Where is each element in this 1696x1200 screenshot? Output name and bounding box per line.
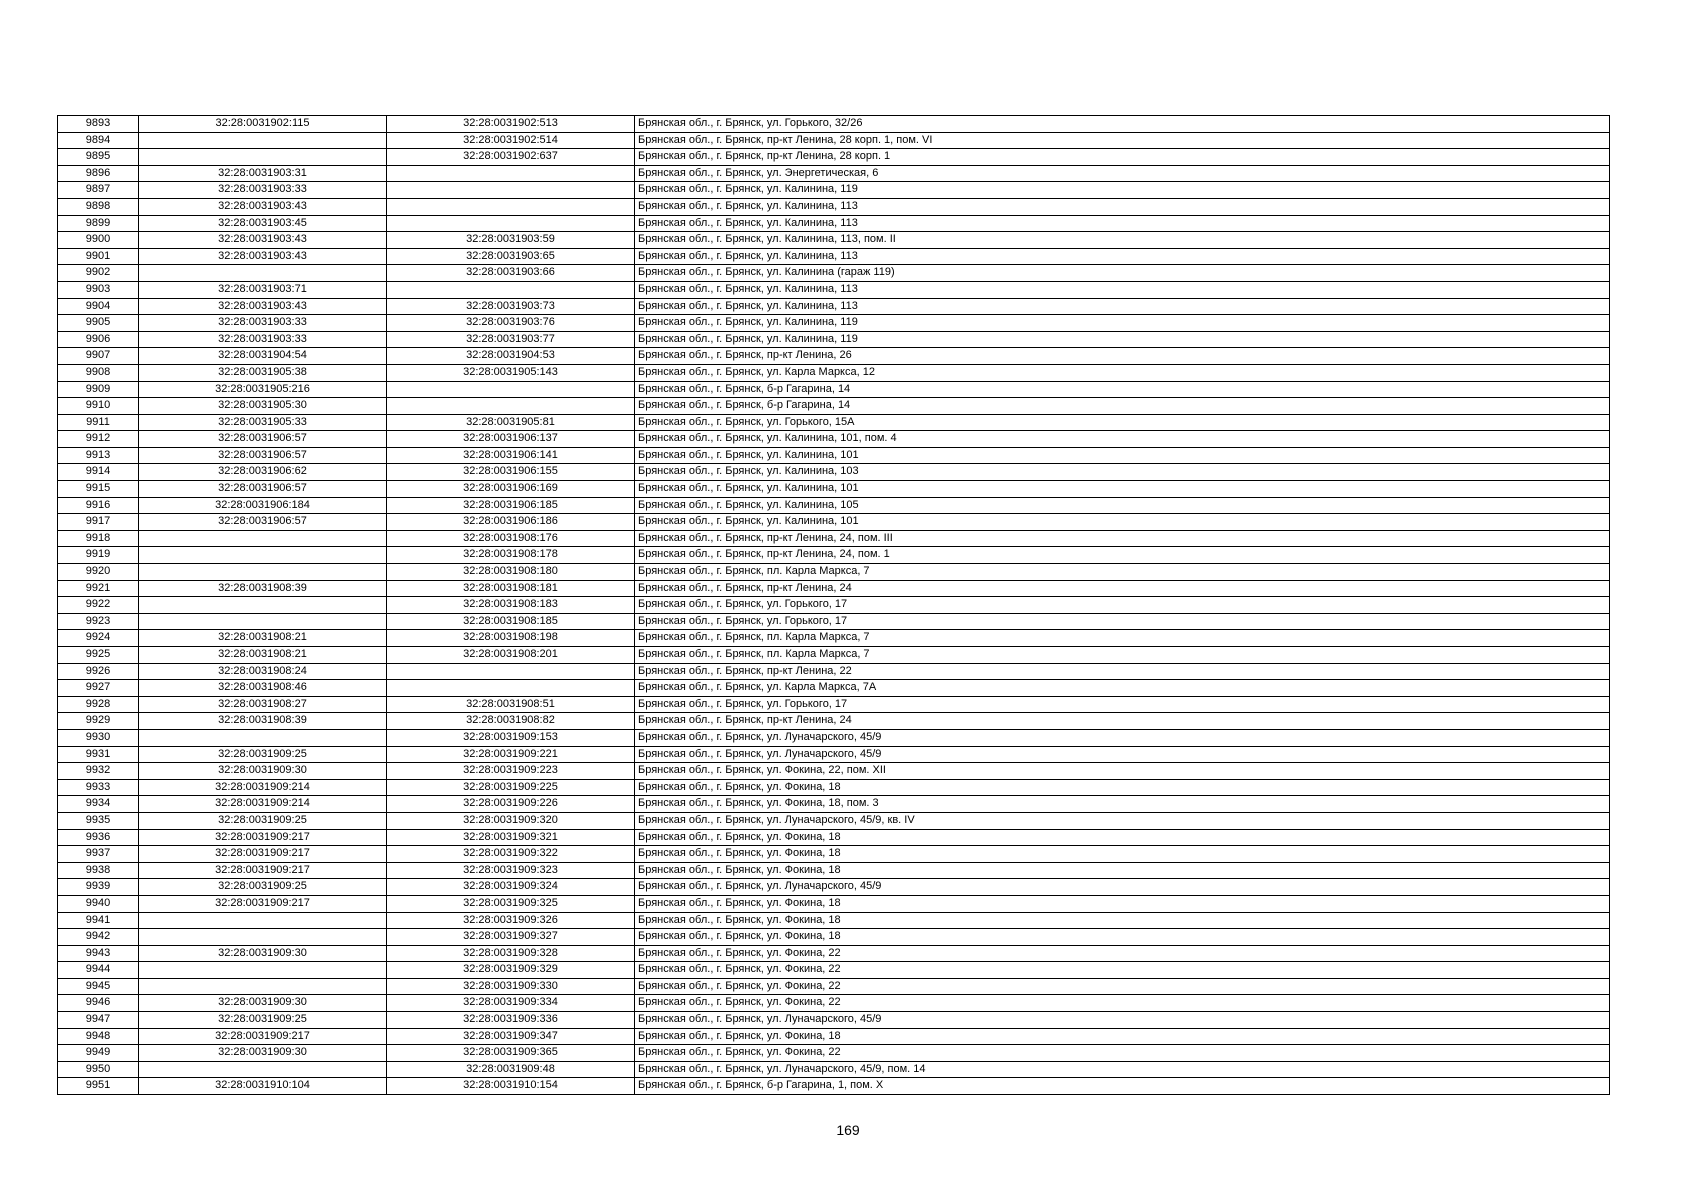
row-number-cell: 9927 <box>58 680 139 697</box>
row-number-cell: 9906 <box>58 331 139 348</box>
object-cadastral-cell: 32:28:0031904:53 <box>387 348 635 365</box>
address-cell: Брянская обл., г. Брянск, ул. Калинина, 119 <box>635 182 1610 199</box>
row-number-cell: 9900 <box>58 232 139 249</box>
table-row <box>58 929 1610 946</box>
object-cadastral-cell: 32:28:0031906:169 <box>387 481 635 498</box>
row-number-cell: 9909 <box>58 381 139 398</box>
object-cadastral-cell <box>387 663 635 680</box>
address-cell: Брянская обл., г. Брянск, ул. Калинина, 113 <box>635 281 1610 298</box>
address-cell: Брянская обл., г. Брянск, ул. Карла Маркса, 7А <box>635 680 1610 697</box>
parcel-cadastral-cell: 32:28:0031905:30 <box>139 398 387 415</box>
row-number-cell: 9921 <box>58 580 139 597</box>
object-cadastral-cell: 32:28:0031908:181 <box>387 580 635 597</box>
object-cadastral-cell: 32:28:0031909:226 <box>387 796 635 813</box>
register-table <box>57 115 1610 1095</box>
row-number-cell: 9895 <box>58 149 139 166</box>
address-cell: Брянская обл., г. Брянск, ул. Карла Маркса, 12 <box>635 364 1610 381</box>
parcel-cadastral-cell: 32:28:0031903:33 <box>139 182 387 199</box>
parcel-cadastral-cell <box>139 597 387 614</box>
parcel-cadastral-cell: 32:28:0031909:25 <box>139 1012 387 1029</box>
row-number-cell: 9936 <box>58 829 139 846</box>
address-cell: Брянская обл., г. Брянск, ул. Фокина, 22 <box>635 1045 1610 1062</box>
parcel-cadastral-cell: 32:28:0031909:25 <box>139 879 387 896</box>
object-cadastral-cell: 32:28:0031908:183 <box>387 597 635 614</box>
object-cadastral-cell: 32:28:0031910:154 <box>387 1078 635 1095</box>
address-cell: Брянская обл., г. Брянск, ул. Фокина, 18 <box>635 862 1610 879</box>
address-cell: Брянская обл., г. Брянск, пр-кт Ленина, 24, пом. III <box>635 530 1610 547</box>
row-number-cell: 9944 <box>58 962 139 979</box>
object-cadastral-cell: 32:28:0031909:336 <box>387 1012 635 1029</box>
address-cell: Брянская обл., г. Брянск, пр-кт Ленина, 28 корп. 1, пом. VI <box>635 132 1610 149</box>
object-cadastral-cell: 32:28:0031909:320 <box>387 812 635 829</box>
address-cell: Брянская обл., г. Брянск, ул. Калинина (гараж 119) <box>635 265 1610 282</box>
table-row <box>58 812 1610 829</box>
object-cadastral-cell: 32:28:0031903:76 <box>387 315 635 332</box>
parcel-cadastral-cell: 32:28:0031903:31 <box>139 165 387 182</box>
object-cadastral-cell: 32:28:0031909:330 <box>387 978 635 995</box>
object-cadastral-cell: 32:28:0031906:141 <box>387 447 635 464</box>
table-row <box>58 630 1610 647</box>
row-number-cell: 9951 <box>58 1078 139 1095</box>
object-cadastral-cell: 32:28:0031909:323 <box>387 862 635 879</box>
address-cell: Брянская обл., г. Брянск, ул. Луначарского, 45/9 <box>635 746 1610 763</box>
table-row <box>58 381 1610 398</box>
table-row <box>58 530 1610 547</box>
object-cadastral-cell: 32:28:0031909:328 <box>387 945 635 962</box>
parcel-cadastral-cell <box>139 929 387 946</box>
row-number-cell: 9949 <box>58 1045 139 1062</box>
object-cadastral-cell: 32:28:0031909:221 <box>387 746 635 763</box>
parcel-cadastral-cell: 32:28:0031906:57 <box>139 431 387 448</box>
parcel-cadastral-cell: 32:28:0031906:62 <box>139 464 387 481</box>
address-cell: Брянская обл., г. Брянск, пл. Карла Маркса, 7 <box>635 630 1610 647</box>
object-cadastral-cell: 32:28:0031903:77 <box>387 331 635 348</box>
address-cell: Брянская обл., г. Брянск, ул. Калинина, 101, пом. 4 <box>635 431 1610 448</box>
parcel-cadastral-cell: 32:28:0031909:217 <box>139 862 387 879</box>
parcel-cadastral-cell: 32:28:0031909:30 <box>139 995 387 1012</box>
parcel-cadastral-cell: 32:28:0031904:54 <box>139 348 387 365</box>
register-table-body <box>58 116 1610 1095</box>
parcel-cadastral-cell: 32:28:0031906:57 <box>139 447 387 464</box>
table-row <box>58 547 1610 564</box>
table-row <box>58 680 1610 697</box>
parcel-cadastral-cell <box>139 265 387 282</box>
table-row <box>58 995 1610 1012</box>
table-row <box>58 1061 1610 1078</box>
table-row <box>58 215 1610 232</box>
table-row <box>58 315 1610 332</box>
object-cadastral-cell: 32:28:0031906:185 <box>387 497 635 514</box>
address-cell: Брянская обл., г. Брянск, ул. Фокина, 18, пом. 3 <box>635 796 1610 813</box>
table-row <box>58 431 1610 448</box>
row-number-cell: 9897 <box>58 182 139 199</box>
table-row <box>58 281 1610 298</box>
table-row <box>58 414 1610 431</box>
address-cell: Брянская обл., г. Брянск, ул. Калинина, 119 <box>635 331 1610 348</box>
row-number-cell: 9913 <box>58 447 139 464</box>
row-number-cell: 9950 <box>58 1061 139 1078</box>
address-cell: Брянская обл., г. Брянск, пр-кт Ленина, 26 <box>635 348 1610 365</box>
table-row <box>58 165 1610 182</box>
address-cell: Брянская обл., г. Брянск, ул. Калинина, 105 <box>635 497 1610 514</box>
parcel-cadastral-cell: 32:28:0031902:115 <box>139 116 387 133</box>
table-row <box>58 729 1610 746</box>
table-row <box>58 613 1610 630</box>
row-number-cell: 9894 <box>58 132 139 149</box>
table-row <box>58 514 1610 531</box>
table-row <box>58 298 1610 315</box>
row-number-cell: 9915 <box>58 481 139 498</box>
address-cell: Брянская обл., г. Брянск, ул. Луначарского, 45/9 <box>635 879 1610 896</box>
row-number-cell: 9919 <box>58 547 139 564</box>
address-cell: Брянская обл., г. Брянск, пр-кт Ленина, 24, пом. 1 <box>635 547 1610 564</box>
address-cell: Брянская обл., г. Брянск, ул. Горького, 15А <box>635 414 1610 431</box>
object-cadastral-cell: 32:28:0031909:153 <box>387 729 635 746</box>
row-number-cell: 9940 <box>58 895 139 912</box>
object-cadastral-cell <box>387 381 635 398</box>
row-number-cell: 9907 <box>58 348 139 365</box>
table-row <box>58 978 1610 995</box>
row-number-cell: 9918 <box>58 530 139 547</box>
table-row <box>58 398 1610 415</box>
table-row <box>58 464 1610 481</box>
object-cadastral-cell: 32:28:0031908:185 <box>387 613 635 630</box>
row-number-cell: 9911 <box>58 414 139 431</box>
table-row <box>58 895 1610 912</box>
object-cadastral-cell: 32:28:0031908:51 <box>387 696 635 713</box>
row-number-cell: 9916 <box>58 497 139 514</box>
address-cell: Брянская обл., г. Брянск, б-р Гагарина, 1, пом. X <box>635 1078 1610 1095</box>
row-number-cell: 9901 <box>58 248 139 265</box>
row-number-cell: 9945 <box>58 978 139 995</box>
object-cadastral-cell: 32:28:0031903:66 <box>387 265 635 282</box>
table-row <box>58 1078 1610 1095</box>
object-cadastral-cell: 32:28:0031909:329 <box>387 962 635 979</box>
parcel-cadastral-cell: 32:28:0031908:27 <box>139 696 387 713</box>
table-row <box>58 779 1610 796</box>
address-cell: Брянская обл., г. Брянск, ул. Фокина, 22, пом. XII <box>635 763 1610 780</box>
address-cell: Брянская обл., г. Брянск, пр-кт Ленина, 28 корп. 1 <box>635 149 1610 166</box>
object-cadastral-cell: 32:28:0031908:82 <box>387 713 635 730</box>
table-row <box>58 945 1610 962</box>
parcel-cadastral-cell <box>139 1061 387 1078</box>
object-cadastral-cell: 32:28:0031902:513 <box>387 116 635 133</box>
address-cell: Брянская обл., г. Брянск, ул. Горького, 17 <box>635 696 1610 713</box>
parcel-cadastral-cell: 32:28:0031908:46 <box>139 680 387 697</box>
parcel-cadastral-cell: 32:28:0031903:33 <box>139 315 387 332</box>
table-row <box>58 1045 1610 1062</box>
row-number-cell: 9943 <box>58 945 139 962</box>
table-row <box>58 149 1610 166</box>
parcel-cadastral-cell: 32:28:0031905:216 <box>139 381 387 398</box>
object-cadastral-cell: 32:28:0031909:322 <box>387 846 635 863</box>
object-cadastral-cell <box>387 398 635 415</box>
address-cell: Брянская обл., г. Брянск, ул. Фокина, 18 <box>635 929 1610 946</box>
table-row <box>58 879 1610 896</box>
row-number-cell: 9896 <box>58 165 139 182</box>
parcel-cadastral-cell: 32:28:0031909:30 <box>139 945 387 962</box>
object-cadastral-cell <box>387 680 635 697</box>
page-number: 169 <box>836 1122 860 1138</box>
address-cell: Брянская обл., г. Брянск, ул. Луначарского, 45/9 <box>635 729 1610 746</box>
table-row <box>58 962 1610 979</box>
row-number-cell: 9914 <box>58 464 139 481</box>
parcel-cadastral-cell: 32:28:0031903:43 <box>139 298 387 315</box>
object-cadastral-cell: 32:28:0031908:198 <box>387 630 635 647</box>
table-row <box>58 198 1610 215</box>
address-cell: Брянская обл., г. Брянск, ул. Фокина, 18 <box>635 779 1610 796</box>
table-row <box>58 564 1610 581</box>
row-number-cell: 9926 <box>58 663 139 680</box>
parcel-cadastral-cell: 32:28:0031909:217 <box>139 895 387 912</box>
object-cadastral-cell: 32:28:0031908:201 <box>387 647 635 664</box>
address-cell: Брянская обл., г. Брянск, ул. Калинина, 103 <box>635 464 1610 481</box>
address-cell: Брянская обл., г. Брянск, ул. Калинина, 101 <box>635 481 1610 498</box>
parcel-cadastral-cell: 32:28:0031903:43 <box>139 248 387 265</box>
row-number-cell: 9937 <box>58 846 139 863</box>
object-cadastral-cell: 32:28:0031908:178 <box>387 547 635 564</box>
object-cadastral-cell: 32:28:0031909:324 <box>387 879 635 896</box>
table-row <box>58 912 1610 929</box>
parcel-cadastral-cell: 32:28:0031909:25 <box>139 812 387 829</box>
address-cell: Брянская обл., г. Брянск, ул. Фокина, 18 <box>635 1028 1610 1045</box>
object-cadastral-cell: 32:28:0031909:327 <box>387 929 635 946</box>
parcel-cadastral-cell: 32:28:0031903:33 <box>139 331 387 348</box>
address-cell: Брянская обл., г. Брянск, ул. Луначарского, 45/9, кв. IV <box>635 812 1610 829</box>
address-cell: Брянская обл., г. Брянск, ул. Горького, 17 <box>635 613 1610 630</box>
row-number-cell: 9920 <box>58 564 139 581</box>
row-number-cell: 9912 <box>58 431 139 448</box>
object-cadastral-cell: 32:28:0031909:365 <box>387 1045 635 1062</box>
parcel-cadastral-cell: 32:28:0031903:71 <box>139 281 387 298</box>
row-number-cell: 9939 <box>58 879 139 896</box>
row-number-cell: 9948 <box>58 1028 139 1045</box>
table-row <box>58 182 1610 199</box>
table-row <box>58 481 1610 498</box>
table-row <box>58 232 1610 249</box>
object-cadastral-cell: 32:28:0031906:186 <box>387 514 635 531</box>
row-number-cell: 9922 <box>58 597 139 614</box>
address-cell: Брянская обл., г. Брянск, ул. Фокина, 18 <box>635 846 1610 863</box>
object-cadastral-cell: 32:28:0031909:326 <box>387 912 635 929</box>
table-row <box>58 713 1610 730</box>
row-number-cell: 9902 <box>58 265 139 282</box>
table-row <box>58 846 1610 863</box>
parcel-cadastral-cell: 32:28:0031909:217 <box>139 846 387 863</box>
table-row <box>58 763 1610 780</box>
address-cell: Брянская обл., г. Брянск, б-р Гагарина, 14 <box>635 381 1610 398</box>
table-row <box>58 663 1610 680</box>
row-number-cell: 9899 <box>58 215 139 232</box>
address-cell: Брянская обл., г. Брянск, ул. Калинина, 113 <box>635 298 1610 315</box>
row-number-cell: 9924 <box>58 630 139 647</box>
table-row <box>58 248 1610 265</box>
table-row <box>58 447 1610 464</box>
parcel-cadastral-cell: 32:28:0031908:21 <box>139 647 387 664</box>
address-cell: Брянская обл., г. Брянск, ул. Фокина, 22 <box>635 962 1610 979</box>
address-cell: Брянская обл., г. Брянск, ул. Луначарского, 45/9 <box>635 1012 1610 1029</box>
address-cell: Брянская обл., г. Брянск, ул. Калинина, 101 <box>635 514 1610 531</box>
parcel-cadastral-cell: 32:28:0031908:21 <box>139 630 387 647</box>
parcel-cadastral-cell: 32:28:0031909:217 <box>139 1028 387 1045</box>
parcel-cadastral-cell <box>139 547 387 564</box>
parcel-cadastral-cell: 32:28:0031903:43 <box>139 232 387 249</box>
address-cell: Брянская обл., г. Брянск, ул. Фокина, 22 <box>635 978 1610 995</box>
address-cell: Брянская обл., г. Брянск, пр-кт Ленина, 22 <box>635 663 1610 680</box>
row-number-cell: 9941 <box>58 912 139 929</box>
address-cell: Брянская обл., г. Брянск, ул. Калинина, 101 <box>635 447 1610 464</box>
object-cadastral-cell: 32:28:0031906:137 <box>387 431 635 448</box>
table-row <box>58 116 1610 133</box>
table-row <box>58 132 1610 149</box>
address-cell: Брянская обл., г. Брянск, ул. Калинина, 113 <box>635 198 1610 215</box>
address-cell: Брянская обл., г. Брянск, ул. Энергетическая, 6 <box>635 165 1610 182</box>
parcel-cadastral-cell <box>139 564 387 581</box>
object-cadastral-cell: 32:28:0031903:65 <box>387 248 635 265</box>
parcel-cadastral-cell: 32:28:0031903:43 <box>139 198 387 215</box>
table-row <box>58 796 1610 813</box>
parcel-cadastral-cell: 32:28:0031906:184 <box>139 497 387 514</box>
table-row <box>58 497 1610 514</box>
address-cell: Брянская обл., г. Брянск, ул. Калинина, 119 <box>635 315 1610 332</box>
row-number-cell: 9928 <box>58 696 139 713</box>
row-number-cell: 9946 <box>58 995 139 1012</box>
parcel-cadastral-cell: 32:28:0031905:33 <box>139 414 387 431</box>
table-row <box>58 364 1610 381</box>
row-number-cell: 9929 <box>58 713 139 730</box>
address-cell: Брянская обл., г. Брянск, ул. Калинина, 113 <box>635 215 1610 232</box>
table-row <box>58 348 1610 365</box>
parcel-cadastral-cell: 32:28:0031905:38 <box>139 364 387 381</box>
object-cadastral-cell <box>387 165 635 182</box>
address-cell: Брянская обл., г. Брянск, ул. Фокина, 18 <box>635 912 1610 929</box>
object-cadastral-cell: 32:28:0031903:59 <box>387 232 635 249</box>
parcel-cadastral-cell <box>139 729 387 746</box>
object-cadastral-cell: 32:28:0031909:325 <box>387 895 635 912</box>
row-number-cell: 9904 <box>58 298 139 315</box>
parcel-cadastral-cell: 32:28:0031906:57 <box>139 514 387 531</box>
object-cadastral-cell: 32:28:0031909:321 <box>387 829 635 846</box>
row-number-cell: 9930 <box>58 729 139 746</box>
parcel-cadastral-cell: 32:28:0031909:25 <box>139 746 387 763</box>
object-cadastral-cell <box>387 198 635 215</box>
parcel-cadastral-cell: 32:28:0031908:39 <box>139 713 387 730</box>
object-cadastral-cell: 32:28:0031909:223 <box>387 763 635 780</box>
address-cell: Брянская обл., г. Брянск, пр-кт Ленина, 24 <box>635 580 1610 597</box>
table-row <box>58 696 1610 713</box>
parcel-cadastral-cell: 32:28:0031908:39 <box>139 580 387 597</box>
address-cell: Брянская обл., г. Брянск, ул. Горького, 17 <box>635 597 1610 614</box>
table-row <box>58 862 1610 879</box>
parcel-cadastral-cell <box>139 149 387 166</box>
table-row <box>58 597 1610 614</box>
parcel-cadastral-cell <box>139 962 387 979</box>
row-number-cell: 9898 <box>58 198 139 215</box>
address-cell: Брянская обл., г. Брянск, ул. Калинина, 113, пом. II <box>635 232 1610 249</box>
object-cadastral-cell: 32:28:0031909:48 <box>387 1061 635 1078</box>
parcel-cadastral-cell <box>139 912 387 929</box>
row-number-cell: 9932 <box>58 763 139 780</box>
row-number-cell: 9893 <box>58 116 139 133</box>
table-row <box>58 265 1610 282</box>
object-cadastral-cell <box>387 281 635 298</box>
address-cell: Брянская обл., г. Брянск, ул. Фокина, 18 <box>635 829 1610 846</box>
address-cell: Брянская обл., г. Брянск, ул. Фокина, 22 <box>635 945 1610 962</box>
row-number-cell: 9933 <box>58 779 139 796</box>
parcel-cadastral-cell <box>139 978 387 995</box>
parcel-cadastral-cell: 32:28:0031910:104 <box>139 1078 387 1095</box>
object-cadastral-cell: 32:28:0031902:514 <box>387 132 635 149</box>
parcel-cadastral-cell: 32:28:0031909:214 <box>139 779 387 796</box>
row-number-cell: 9910 <box>58 398 139 415</box>
row-number-cell: 9947 <box>58 1012 139 1029</box>
parcel-cadastral-cell: 32:28:0031909:214 <box>139 796 387 813</box>
object-cadastral-cell: 32:28:0031908:176 <box>387 530 635 547</box>
parcel-cadastral-cell: 32:28:0031908:24 <box>139 663 387 680</box>
address-cell: Брянская обл., г. Брянск, ул. Луначарского, 45/9, пом. 14 <box>635 1061 1610 1078</box>
address-cell: Брянская обл., г. Брянск, б-р Гагарина, 14 <box>635 398 1610 415</box>
row-number-cell: 9903 <box>58 281 139 298</box>
row-number-cell: 9942 <box>58 929 139 946</box>
object-cadastral-cell: 32:28:0031902:637 <box>387 149 635 166</box>
object-cadastral-cell <box>387 215 635 232</box>
parcel-cadastral-cell <box>139 132 387 149</box>
address-cell: Брянская обл., г. Брянск, пл. Карла Маркса, 7 <box>635 564 1610 581</box>
table-row <box>58 331 1610 348</box>
object-cadastral-cell: 32:28:0031905:143 <box>387 364 635 381</box>
object-cadastral-cell: 32:28:0031909:225 <box>387 779 635 796</box>
table-row <box>58 746 1610 763</box>
row-number-cell: 9917 <box>58 514 139 531</box>
table-row <box>58 580 1610 597</box>
address-cell: Брянская обл., г. Брянск, ул. Калинина, 113 <box>635 248 1610 265</box>
parcel-cadastral-cell <box>139 530 387 547</box>
parcel-cadastral-cell <box>139 613 387 630</box>
parcel-cadastral-cell: 32:28:0031909:30 <box>139 1045 387 1062</box>
row-number-cell: 9931 <box>58 746 139 763</box>
row-number-cell: 9938 <box>58 862 139 879</box>
address-cell: Брянская обл., г. Брянск, ул. Горького, 32/26 <box>635 116 1610 133</box>
table-row <box>58 1028 1610 1045</box>
row-number-cell: 9925 <box>58 647 139 664</box>
parcel-cadastral-cell: 32:28:0031906:57 <box>139 481 387 498</box>
object-cadastral-cell: 32:28:0031903:73 <box>387 298 635 315</box>
parcel-cadastral-cell: 32:28:0031909:217 <box>139 829 387 846</box>
parcel-cadastral-cell: 32:28:0031903:45 <box>139 215 387 232</box>
object-cadastral-cell: 32:28:0031906:155 <box>387 464 635 481</box>
row-number-cell: 9923 <box>58 613 139 630</box>
address-cell: Брянская обл., г. Брянск, ул. Фокина, 22 <box>635 995 1610 1012</box>
row-number-cell: 9935 <box>58 812 139 829</box>
table-row <box>58 647 1610 664</box>
address-cell: Брянская обл., г. Брянск, пл. Карла Маркса, 7 <box>635 647 1610 664</box>
object-cadastral-cell <box>387 182 635 199</box>
address-cell: Брянская обл., г. Брянск, ул. Фокина, 18 <box>635 895 1610 912</box>
row-number-cell: 9908 <box>58 364 139 381</box>
object-cadastral-cell: 32:28:0031909:334 <box>387 995 635 1012</box>
table-row <box>58 829 1610 846</box>
object-cadastral-cell: 32:28:0031908:180 <box>387 564 635 581</box>
address-cell: Брянская обл., г. Брянск, пр-кт Ленина, 24 <box>635 713 1610 730</box>
object-cadastral-cell: 32:28:0031909:347 <box>387 1028 635 1045</box>
object-cadastral-cell: 32:28:0031905:81 <box>387 414 635 431</box>
table-row <box>58 1012 1610 1029</box>
parcel-cadastral-cell: 32:28:0031909:30 <box>139 763 387 780</box>
row-number-cell: 9934 <box>58 796 139 813</box>
row-number-cell: 9905 <box>58 315 139 332</box>
